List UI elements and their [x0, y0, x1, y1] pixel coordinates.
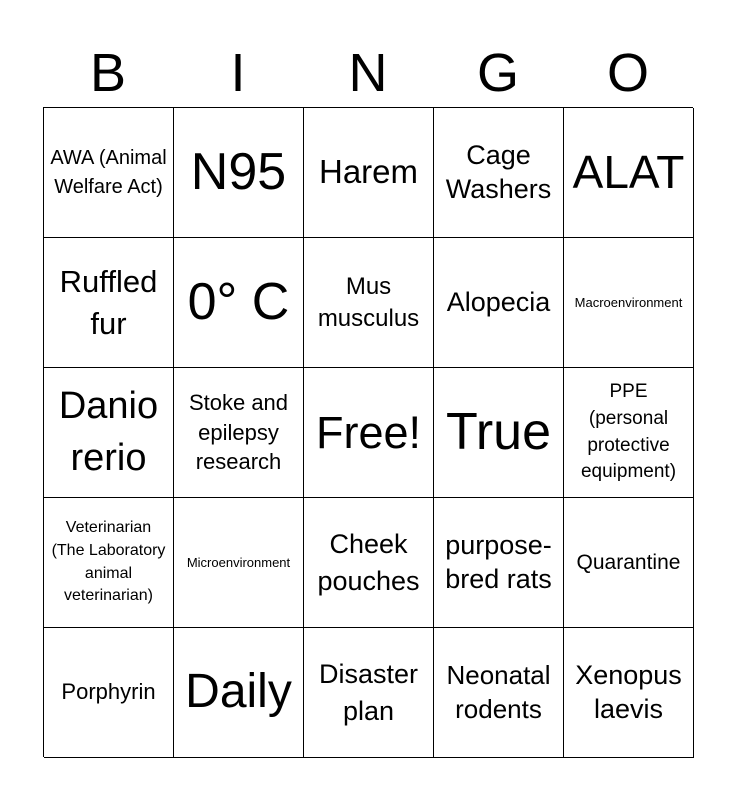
bingo-cell-text: Microenvironment [186, 554, 291, 570]
bingo-cell-text: Stoke and epilepsy research [188, 389, 289, 475]
bingo-cell[interactable] [434, 238, 564, 368]
bingo-cell-text: Harem [318, 153, 419, 191]
bingo-cell[interactable] [174, 368, 304, 498]
bingo-header [43, 40, 693, 106]
bingo-cell-text: Free! [315, 406, 422, 458]
bingo-cell-text: Daily [185, 665, 292, 719]
bingo-cell[interactable] [44, 238, 174, 368]
free-space-cell[interactable] [304, 368, 434, 498]
bingo-cell-text: Mus musculus [317, 273, 420, 332]
bingo-cell[interactable] [44, 108, 174, 238]
bingo-cell[interactable] [564, 368, 694, 498]
header-letter-b: B [89, 43, 127, 103]
bingo-cell-text: purpose-bred rats [445, 529, 552, 594]
bingo-cell-text: Porphyrin [61, 679, 156, 705]
bingo-cell-text: AWA (Animal Welfare Act) [50, 146, 167, 198]
bingo-cell[interactable] [564, 238, 694, 368]
bingo-cell[interactable] [434, 498, 564, 628]
bingo-cell[interactable] [304, 238, 434, 368]
bingo-cell[interactable] [304, 108, 434, 238]
bingo-cell[interactable] [44, 628, 174, 758]
bingo-cell[interactable] [304, 498, 434, 628]
bingo-cell[interactable] [44, 498, 174, 628]
bingo-cell-text: Neonatal rodents [446, 659, 551, 724]
bingo-cell-text: Cheek pouches [317, 529, 420, 596]
bingo-cell-text: Macroenvironment [574, 294, 683, 310]
header-letter-g: G [476, 43, 519, 103]
bingo-cell[interactable] [174, 238, 304, 368]
bingo-cell-text: Veterinarian (The Laboratory animal veterinarian) [51, 519, 166, 605]
bingo-cell-text: PPE (personal protective equipment) [580, 380, 677, 483]
bingo-cell-text: Disaster plan [318, 659, 419, 726]
bingo-cell[interactable] [304, 628, 434, 758]
bingo-cell[interactable] [564, 498, 694, 628]
bingo-cell-text: 0° C [187, 272, 290, 331]
bingo-cell[interactable] [44, 368, 174, 498]
bingo-cell-text: Quarantine [576, 550, 681, 574]
bingo-cell[interactable] [174, 498, 304, 628]
bingo-grid [43, 107, 693, 757]
bingo-cell[interactable] [434, 368, 564, 498]
bingo-cell[interactable] [434, 628, 564, 758]
header-letter-o: O [606, 43, 649, 103]
bingo-cell-text: True [446, 402, 551, 461]
bingo-cell-text: ALAT [572, 146, 685, 199]
bingo-cell-text: N95 [190, 142, 287, 201]
header-letter-n: N [348, 43, 388, 103]
bingo-cell-text: Alopecia [446, 287, 551, 318]
bingo-cell[interactable] [174, 108, 304, 238]
header-letter-i: I [230, 43, 246, 103]
bingo-cell-text: Ruffled fur [59, 263, 158, 341]
bingo-cell[interactable] [564, 628, 694, 758]
bingo-cell[interactable] [564, 108, 694, 238]
bingo-cell-text: Danio rerio [58, 385, 159, 479]
bingo-cell[interactable] [174, 628, 304, 758]
bingo-cell-text: Cage Washers [445, 139, 552, 204]
bingo-cell[interactable] [434, 108, 564, 238]
bingo-cell-text: Xenopus laevis [575, 659, 682, 724]
